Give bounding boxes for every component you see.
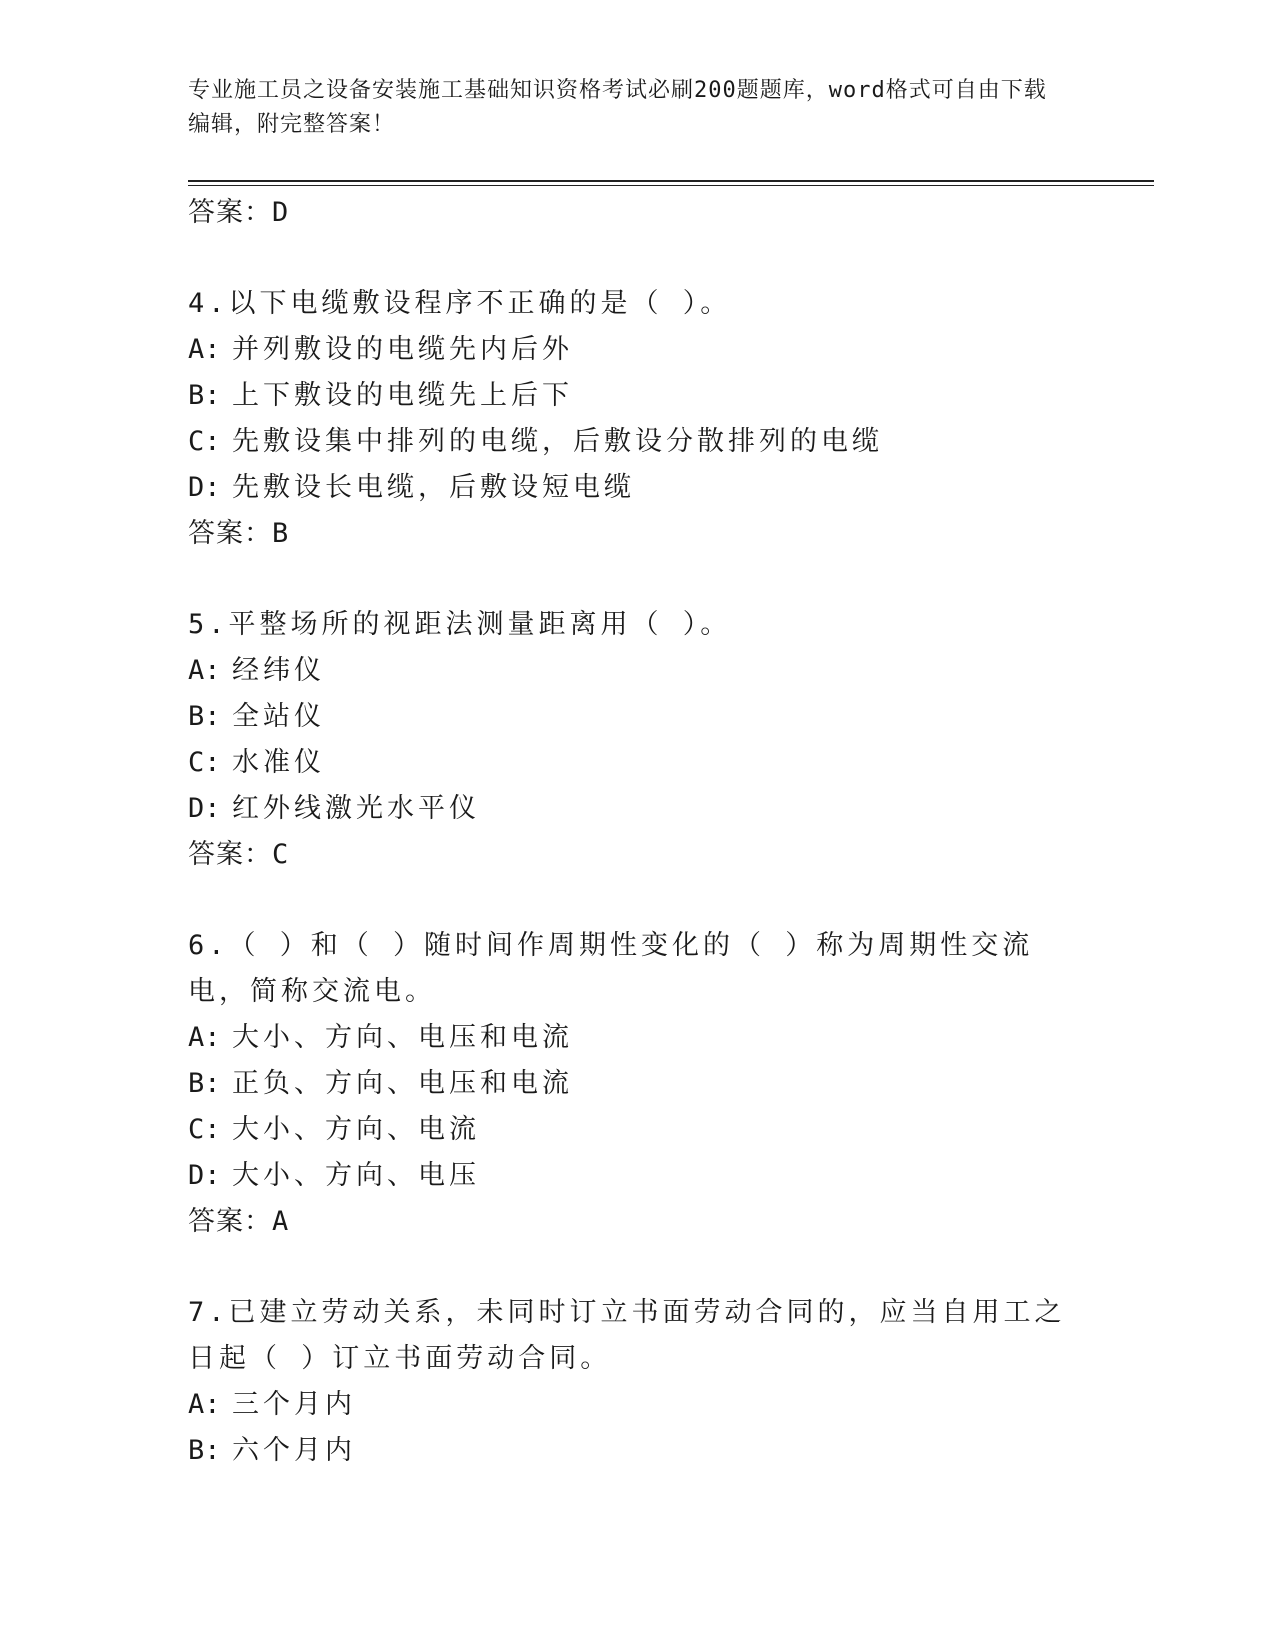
option-a <box>188 1382 1088 1428</box>
option-text: 经纬仪 <box>232 655 325 686</box>
answer-line: 答案：B <box>188 518 290 549</box>
question-list <box>188 190 1088 1474</box>
option-text: 大小、方向、电流 <box>232 1114 480 1145</box>
option-letter: B: <box>188 380 221 411</box>
option-letter: C: <box>188 747 221 778</box>
header-divider-thick <box>188 180 1154 182</box>
option-text: 水准仪 <box>232 747 325 778</box>
option-c <box>188 740 1088 786</box>
option-a <box>188 1015 1088 1061</box>
option-letter: B: <box>188 1435 221 1466</box>
option-text: 并列敷设的电缆先内后外 <box>232 334 573 365</box>
option-a <box>188 648 1088 694</box>
option-text: 先敷设集中排列的电缆，后敷设分散排列的电缆 <box>232 426 883 457</box>
option-letter: A: <box>188 1022 221 1053</box>
document-header: 专业施工员之设备安装施工基础知识资格考试必刷200题题库，word格式可自由下载编辑，附完整答案！ <box>188 78 1047 137</box>
option-letter: A: <box>188 1389 221 1420</box>
question-stem: 4.以下电缆敷设程序不正确的是（ ）。 <box>188 288 732 319</box>
option-text: 六个月内 <box>232 1435 356 1466</box>
option-text: 全站仪 <box>232 701 325 732</box>
option-a <box>188 327 1088 373</box>
answer-line: 答案：C <box>188 839 290 870</box>
question-4 <box>188 281 1088 557</box>
question-7 <box>188 1290 1088 1474</box>
option-d <box>188 465 1088 511</box>
answer-line: 答案：A <box>188 1206 290 1237</box>
question-stem: 5.平整场所的视距法测量距离用（ ）。 <box>188 609 732 640</box>
option-letter: C: <box>188 426 221 457</box>
option-d <box>188 786 1088 832</box>
option-letter: B: <box>188 701 221 732</box>
option-text: 正负、方向、电压和电流 <box>232 1068 573 1099</box>
question-stem: 7.已建立劳动关系，未同时订立书面劳动合同的，应当自用工之日起（ ）订立书面劳动合同。 <box>188 1297 1066 1374</box>
option-letter: B: <box>188 1068 221 1099</box>
answer-line: 答案：D <box>188 197 290 228</box>
question-6 <box>188 923 1088 1245</box>
option-text: 大小、方向、电压 <box>232 1160 480 1191</box>
option-text: 上下敷设的电缆先上后下 <box>232 380 573 411</box>
option-letter: D: <box>188 793 221 824</box>
option-b <box>188 1428 1088 1474</box>
option-text: 大小、方向、电压和电流 <box>232 1022 573 1053</box>
option-c <box>188 1107 1088 1153</box>
option-b <box>188 373 1088 419</box>
question-5 <box>188 602 1088 878</box>
option-text: 红外线激光水平仪 <box>232 793 480 824</box>
option-b <box>188 1061 1088 1107</box>
option-letter: C: <box>188 1114 221 1145</box>
option-d <box>188 1153 1088 1199</box>
option-letter: D: <box>188 472 221 503</box>
option-b <box>188 694 1088 740</box>
question-stem: 6.（ ）和（ ）随时间作周期性变化的（ ）称为周期性交流电，简称交流电。 <box>188 930 1034 1007</box>
option-text: 三个月内 <box>232 1389 356 1420</box>
option-letter: A: <box>188 655 221 686</box>
option-letter: D: <box>188 1160 221 1191</box>
header-divider-thin <box>188 185 1154 186</box>
option-c <box>188 419 1088 465</box>
option-letter: A: <box>188 334 221 365</box>
option-text: 先敷设长电缆，后敷设短电缆 <box>232 472 635 503</box>
